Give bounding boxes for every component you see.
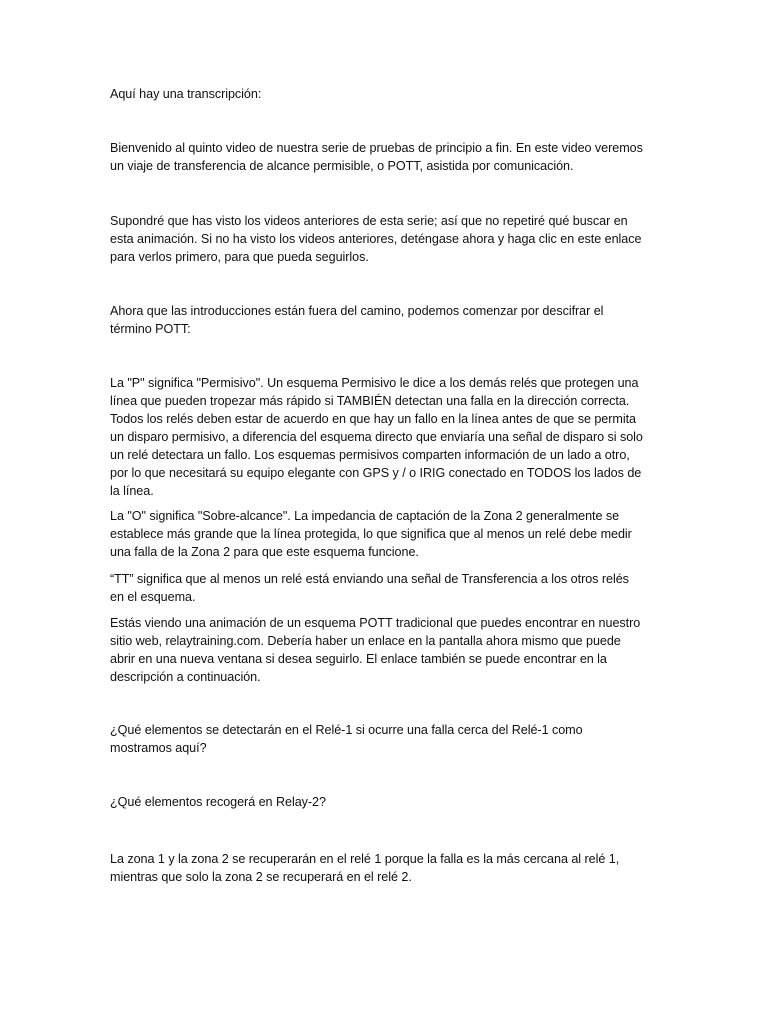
question-relay-2: ¿Qué elementos recogerá en Relay-2? [110,795,326,809]
paragraph-permisivo: La "P" significa "Permisivo". Un esquema Permisivo le dice a los demás relés que protegen una línea que pueden tropezar más rápido si TAMBIÉN detectan una falla en la dirección correcta. Todos los relés deben estar de acuerdo en que hay un fallo en la línea antes de que se permita un disparo permisivo, a diferencia del esquema directo que enviaría una señal de disparo si solo un relé detectara un fallo. Los esquemas permisivos comparten información de un lado a otro, por lo que necesitará su equipo elegante con GPS y / o IRIG conectado en TODOS los lados de la línea. [110,376,643,498]
intro-heading: Aquí hay una transcripción: [110,87,262,101]
paragraph-animation: Estás viendo una animación de un esquema POTT tradicional que puedes encontrar en nuestro sitio web, relaytraining.com. Debería haber un enlace en la pantalla ahora mismo que puede abrir en una nueva ventana si desea seguirlo. El enlace también se puede encontrar en la descripción a continuación. [110,616,641,684]
paragraph-welcome: Bienvenido al quinto video de nuestra serie de pruebas de principio a fin. En este video veremos un viaje de transferencia de alcance permisible, o POTT, asistida por comunicación. [110,141,643,173]
paragraph-transferencia: “TT” significa que al menos un relé está enviando una señal de Transferencia a los otros relés en el esquema. [110,572,629,604]
paragraph-sobre-alcance: La "O" significa "Sobre-alcance". La impedancia de captación de la Zona 2 generalmente se establece más grande que la línea protegida, lo que significa que al menos un relé debe medir una falla de la Zona 2 para que este esquema funcione. [110,509,632,559]
paragraph-answer: La zona 1 y la zona 2 se recuperarán en el relé 1 porque la falla es la más cercana al relé 1, mientras que solo la zona 2 se recuperará en el relé 2. [110,852,620,884]
paragraph-pott-intro: Ahora que las introducciones están fuera del camino, podemos comenzar por descifrar el término POTT: [110,304,604,336]
question-rele-1: ¿Qué elementos se detectarán en el Relé-1 si ocurre una falla cerca del Relé-1 como mostramos aquí? [110,723,583,755]
paragraph-previous-videos: Supondré que has visto los videos anteriores de esta serie; así que no repetiré qué buscar en esta animación. Si no ha visto los videos anteriores, deténgase ahora y haga clic en este enlace para verlos primero, para que pueda seguirlos. [110,214,642,264]
